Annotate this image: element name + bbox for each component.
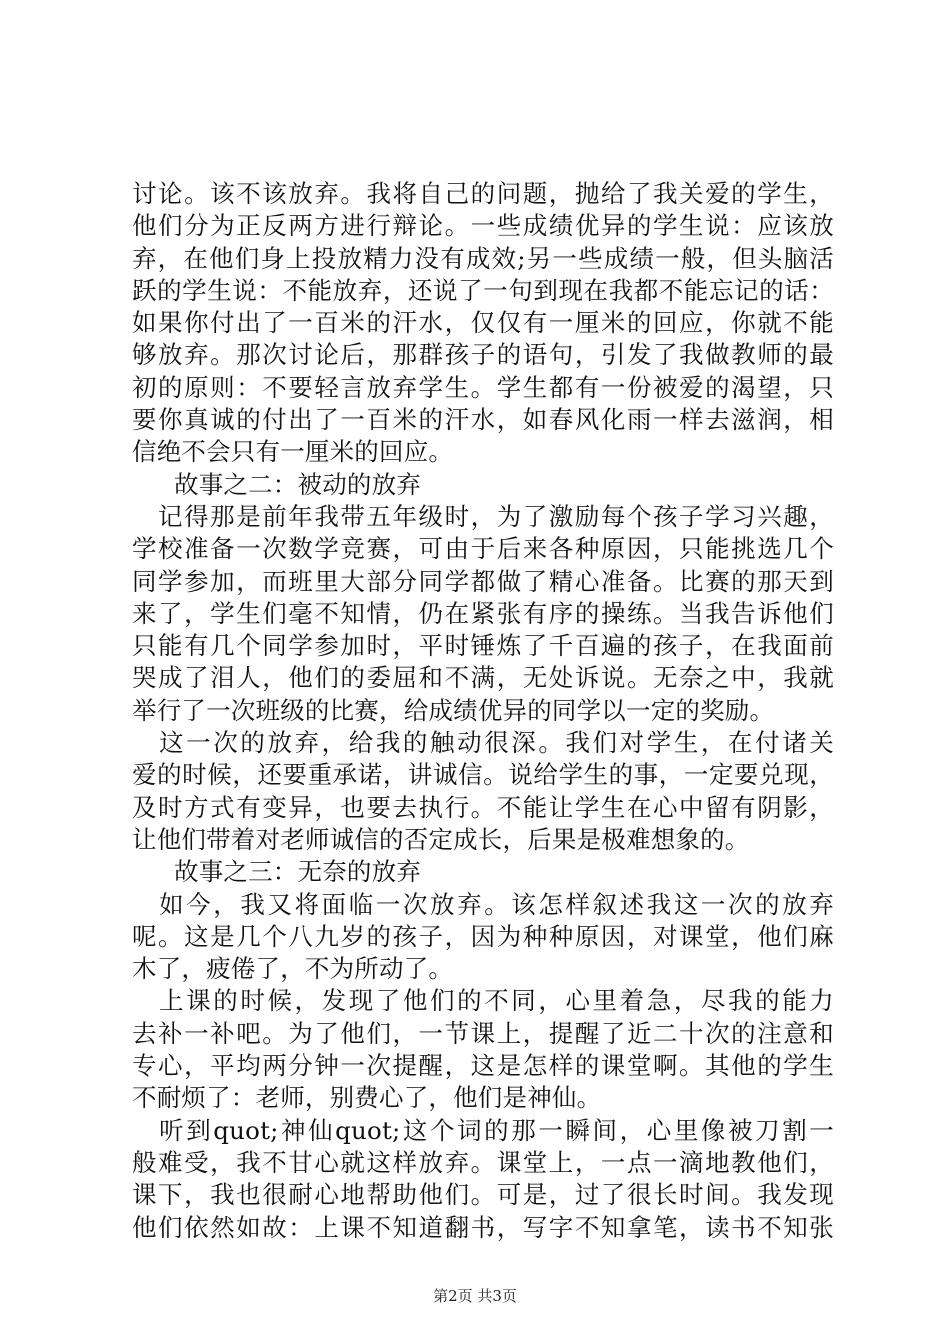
text-line: 木了，疲倦了，不为所动了。 <box>132 954 454 984</box>
text-line: 如今，我又将面临一次放弃。该怎样叙述我这一次的放弃 <box>132 889 834 919</box>
text-line: 他们分为正反两方进行辩论。一些成绩优异的学生说：应该放 <box>132 211 834 241</box>
body-text <box>132 178 834 1244</box>
text-line: 去补一补吧。为了他们，一节课上，提醒了近二十次的注意和 <box>132 1018 834 1048</box>
text-line: 哭成了泪人，他们的委屈和不满，无处诉说。无奈之中，我就 <box>132 663 834 693</box>
text-line: 同学参加，而班里大部分同学都做了精心准备。比赛的那天到 <box>132 566 834 596</box>
text-line: 课下，我也很耐心地帮助他们。可是，过了很长时间。我发现 <box>132 1180 834 1210</box>
text-line: 不耐烦了：老师，别费心了，他们是神仙。 <box>132 1083 602 1113</box>
text-line: 般难受，我不甘心就这样放弃。课堂上，一点一滴地教他们， <box>132 1147 834 1177</box>
page-number-footer: 第2页 共3页 <box>433 1287 517 1305</box>
text-line: 讨论。该不该放弃。我将自己的问题，抛给了我关爱的学生， <box>132 179 834 208</box>
text-line: 他们依然如故：上课不知道翻书，写字不知拿笔，读书不知张 <box>132 1212 834 1242</box>
text-line: 这一次的放弃，给我的触动很深。我们对学生，在付诸关 <box>132 728 834 758</box>
text-line: 来了，学生们毫不知情，仍在紧张有序的操练。当我告诉他们 <box>132 598 834 628</box>
text-line: 够放弃。那次讨论后，那群孩子的语句，引发了我做教师的最 <box>132 340 834 370</box>
text-line: 信绝不会只有一厘米的回应。 <box>132 437 454 467</box>
text-line: 记得那是前年我带五年级时，为了激励每个孩子学习兴趣， <box>132 501 834 531</box>
text-line: 专心，平均两分钟一次提醒，这是怎样的课堂啊。其他的学生 <box>132 1051 834 1081</box>
text-line: 只能有几个同学参加时，平时锤炼了千百遍的孩子，在我面前 <box>132 631 834 661</box>
text-line: 举行了一次班级的比赛，给成绩优异的同学以一定的奖励。 <box>132 695 775 725</box>
section-heading: 故事之二：被动的放弃 <box>174 469 421 499</box>
text-line: 让他们带着对老师诚信的否定成长，后果是极难想象的。 <box>132 824 750 854</box>
text-line: 听到quot;神仙quot;这个词的那一瞬间，心里像被刀割一 <box>132 1115 834 1145</box>
section-heading: 故事之三：无奈的放弃 <box>174 857 421 887</box>
text-line: 初的原则：不要轻言放弃学生。学生都有一份被爱的渴望，只 <box>132 372 834 402</box>
text-line: 呢。这是几个八九岁的孩子，因为种种原因，对课堂，他们麻 <box>132 921 834 951</box>
text-line: 要你真诚的付出了一百米的汗水，如春风化雨一样去滋润，相 <box>132 405 834 435</box>
text-line: 上课的时候，发现了他们的不同，心里着急，尽我的能力 <box>132 986 834 1016</box>
text-line: 及时方式有变异，也要去执行。不能让学生在心中留有阴影， <box>132 792 834 822</box>
text-line: 学校准备一次数学竞赛，可由于后来各种原因，只能挑选几个 <box>132 534 834 564</box>
text-line: 如果你付出了一百米的汗水，仅仅有一厘米的回应，你就不能 <box>132 308 834 338</box>
text-line: 跃的学生说：不能放弃，还说了一句到现在我都不能忘记的话： <box>132 275 834 305</box>
text-line: 爱的时候，还要重承诺，讲诚信。说给学生的事，一定要兑现， <box>132 760 834 790</box>
text-line: 弃，在他们身上投放精力没有成效;另一些成绩一般，但头脑活 <box>132 243 834 273</box>
